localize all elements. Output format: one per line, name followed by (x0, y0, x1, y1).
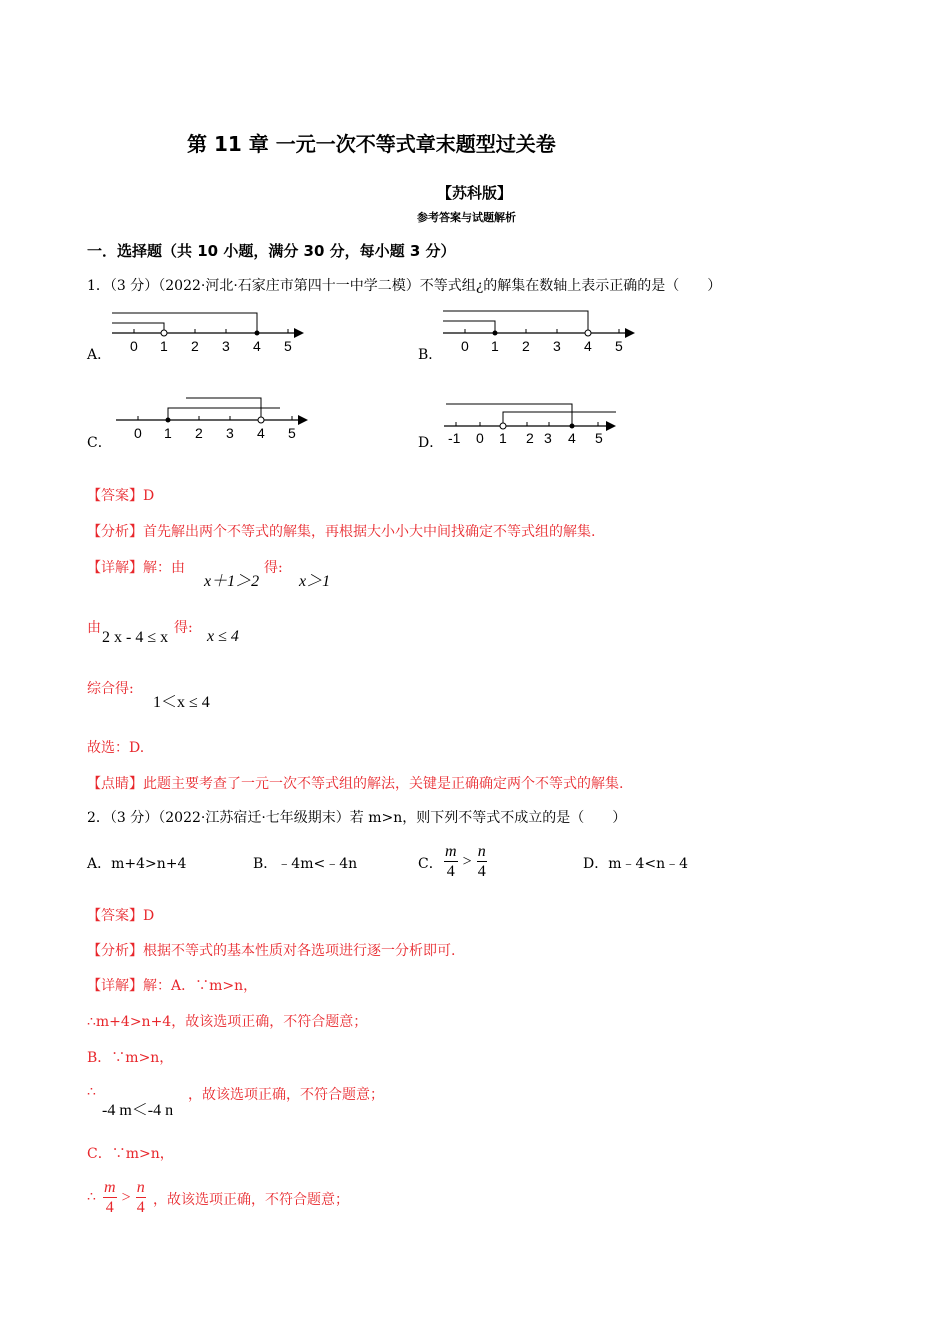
axis-tick: 4 (568, 430, 576, 446)
q1-de-1: 得: (264, 560, 283, 576)
axis-tick: 3 (553, 338, 561, 354)
q1-combined-result: 1＜x ≤ 4 (153, 694, 210, 711)
q2-line-c1: C．∵m>n， (87, 1146, 174, 1162)
subtitle: 参考答案与试题解析 (417, 211, 516, 224)
q1-inequality-2: 2 x - 4 ≤ x (102, 629, 169, 646)
q1-option-d-number-line (440, 396, 622, 448)
greater-than-sign: > (462, 853, 472, 870)
axis-tick: 4 (257, 425, 265, 441)
q1-from-2: 由 (87, 620, 101, 636)
q1-answer: 【答案】D (87, 488, 155, 504)
axis-tick: 3 (226, 425, 234, 441)
q2-line-a2: ∴m+4>n+4，故该选项正确，不符合题意； (87, 1014, 368, 1030)
q2-line-b1: B．∵m>n， (87, 1050, 174, 1066)
q1-result-1: x＞1 (299, 573, 331, 590)
axis-tick: 5 (595, 430, 603, 446)
axis-tick: 3 (544, 430, 552, 446)
q2-detail-a: 【详解】解：A．∵m>n， (87, 978, 258, 994)
q2-line-c-expression (103, 1180, 146, 1216)
axis-tick: 4 (253, 338, 261, 354)
axis-tick: 5 (284, 338, 292, 354)
therefore-symbol: ∴ (87, 1084, 96, 1100)
axis-tick: 5 (288, 425, 296, 441)
fraction-m-over-4: $\frac{m}{4}$ (104, 1179, 116, 1216)
q1-analysis: 【分析】首先解出两个不等式的解集，再根据大小小大中间找确定不等式组的解集. (87, 524, 596, 540)
therefore-symbol: ∴ (87, 1189, 96, 1205)
q1-option-c-number-line (112, 393, 314, 445)
q1-option-a-label: A． (87, 347, 112, 363)
q1-stem: 1．（3 分）（2022·河北·石家庄市第四十一中学二模）不等式组¿的解集在数轴上表示正确的是（ ） (87, 278, 722, 294)
q1-combined-label: 综合得: (87, 681, 134, 697)
q2-option-a: A．m+4>n+4 (87, 856, 187, 872)
axis-tick: 0 (134, 425, 142, 441)
section-heading: 一．选择题（共 10 小题，满分 30 分，每小题 3 分） (87, 242, 456, 260)
q2-option-b: B．﹣4m<﹣4n (253, 856, 358, 872)
q2-option-c-expression (444, 844, 487, 880)
axis-tick: 0 (130, 338, 138, 354)
axis-tick: 0 (476, 430, 484, 446)
q2-option-d: D．m﹣4<n﹣4 (583, 856, 689, 872)
q1-option-b-number-line (439, 306, 641, 358)
q2-stem: 2．（3 分）（2022·江苏宿迁·七年级期末）若 m>n，则下列不等式不成立的是（ ） (87, 810, 627, 826)
q1-de-2: 得: (174, 620, 193, 636)
fraction-n-over-4: $\frac{n}{4}$ (477, 843, 486, 880)
axis-tick: 1 (491, 338, 499, 354)
fraction-m-over-4: $\frac{m}{4}$ (445, 843, 457, 880)
page-title: 第 11 章 一元一次不等式章末题型过关卷 (187, 132, 556, 156)
q2-option-c-label: C． (418, 856, 443, 872)
q1-option-d-label: D． (418, 435, 444, 451)
axis-tick: 1 (164, 425, 172, 441)
axis-tick: 0 (461, 338, 469, 354)
axis-tick: 2 (195, 425, 203, 441)
q1-comment: 【点睛】此题主要考查了一元一次不等式组的解法，关键是正确确定两个不等式的解集. (87, 776, 624, 792)
fraction-n-over-4: $\frac{n}{4}$ (136, 1179, 145, 1216)
q1-option-a-number-line (108, 306, 310, 358)
axis-tick: -1 (448, 430, 461, 446)
axis-tick: 4 (584, 338, 592, 354)
q2-line-c-tail: ，故该选项正确，不符合题意； (153, 1192, 349, 1208)
edition-label: 【苏科版】 (437, 184, 513, 202)
q1-result-2: x ≤ 4 (207, 628, 239, 645)
greater-than-sign: > (121, 1189, 131, 1206)
q2-line-b-tail: ，故该选项正确，不符合题意； (188, 1087, 384, 1103)
q2-line-b-expression: -4 m＜-4 n (102, 1102, 174, 1119)
axis-tick: 2 (191, 338, 199, 354)
q2-analysis: 【分析】根据不等式的基本性质对各选项进行逐一分析即可. (87, 943, 456, 959)
axis-tick: 1 (499, 430, 507, 446)
axis-tick: 2 (522, 338, 530, 354)
q1-option-c-label: C． (87, 435, 112, 451)
q1-option-b-label: B． (418, 347, 443, 363)
axis-tick: 1 (160, 338, 168, 354)
axis-tick: 5 (615, 338, 623, 354)
q1-inequality-1: x＋1＞2 (204, 573, 260, 590)
axis-tick: 3 (222, 338, 230, 354)
q1-detail-prefix: 【详解】解：由 (87, 560, 185, 576)
q2-answer: 【答案】D (87, 908, 155, 924)
q1-choose: 故选：D. (87, 740, 145, 756)
axis-tick: 2 (526, 430, 534, 446)
